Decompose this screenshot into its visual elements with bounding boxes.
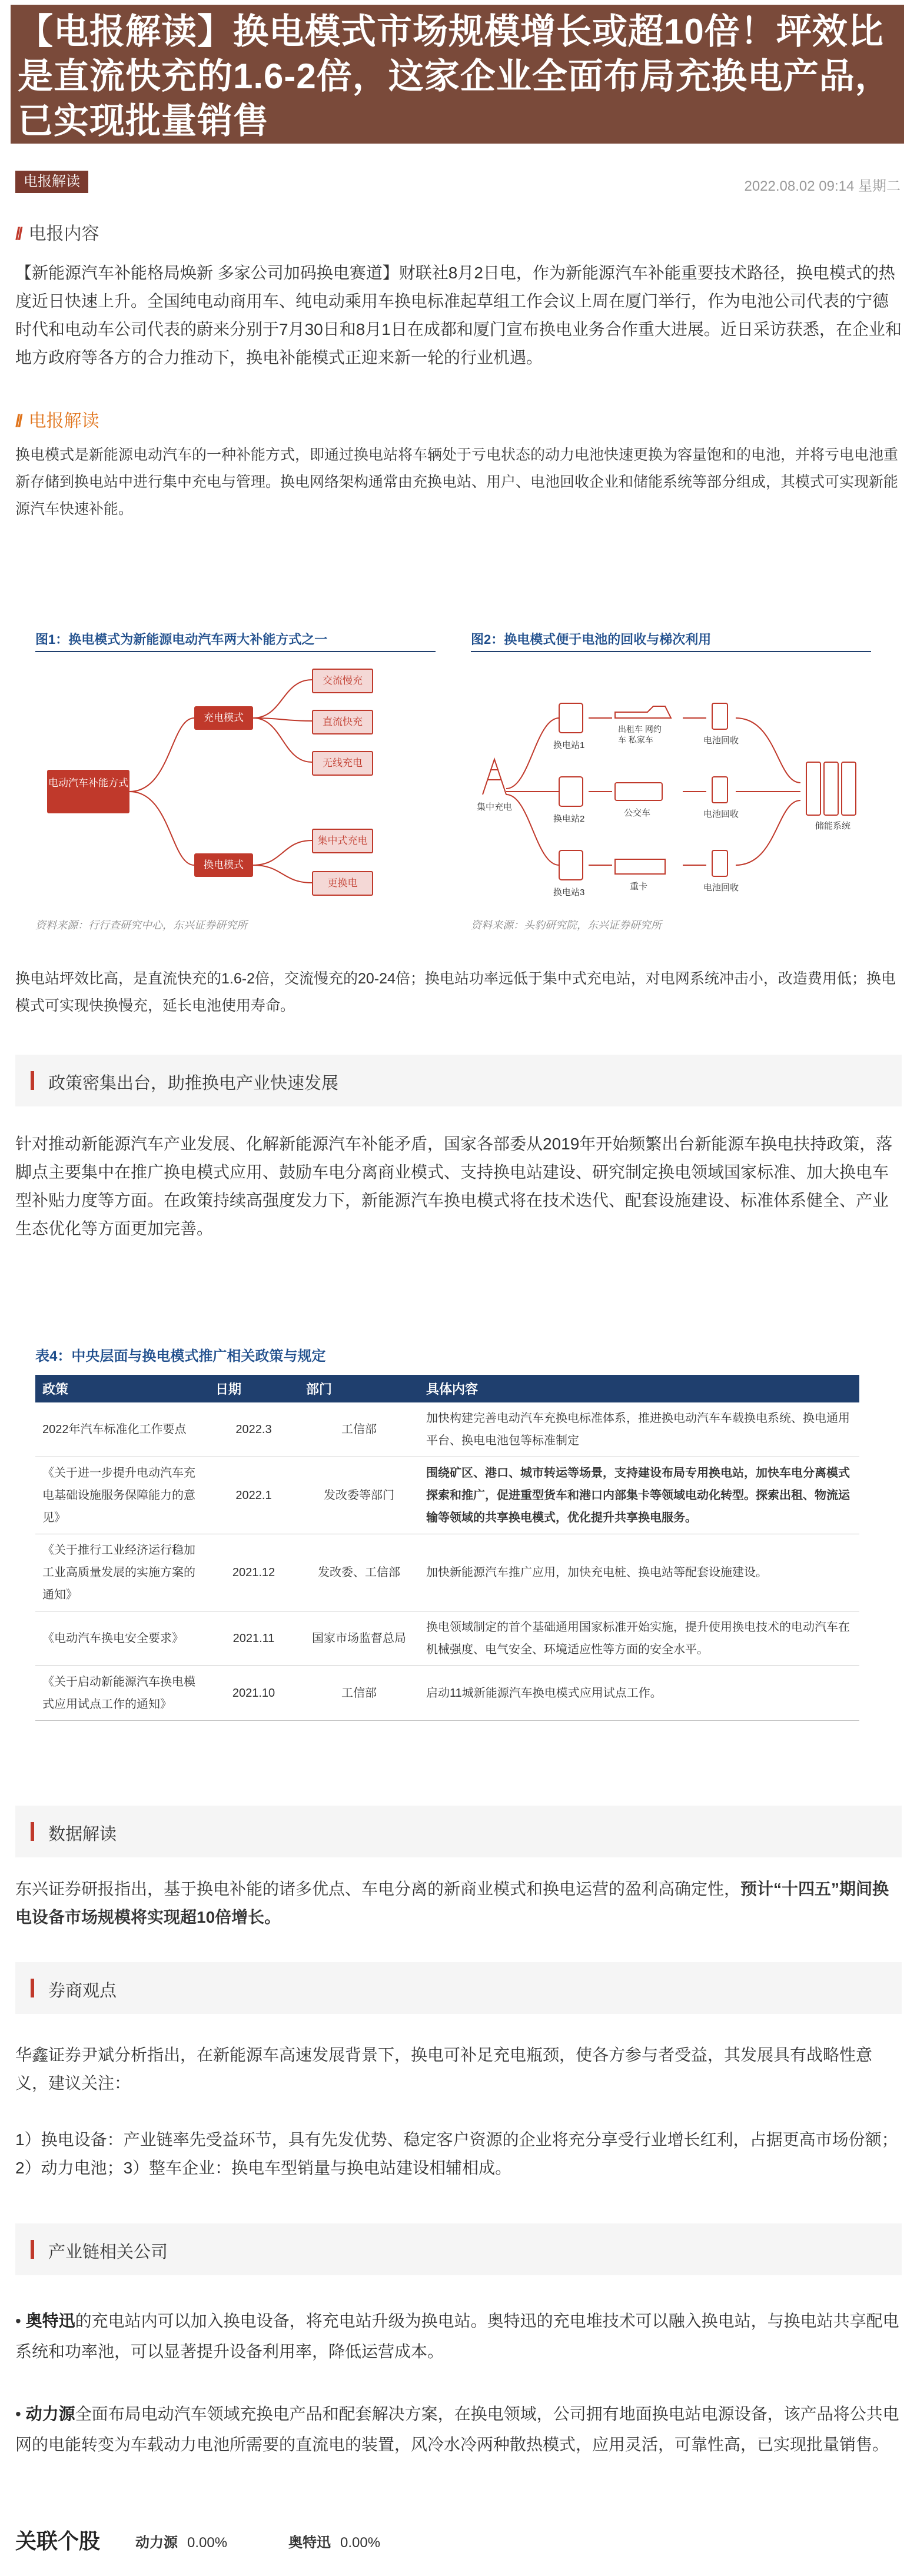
data-subheading-text: 数据解读 — [48, 1825, 117, 1844]
table-cell: 围绕矿区、港口、城市转运等场景，支持建设布局专用换电站，加快车电分离模式探索和推广，促进重型货车和港口内部集卡等领域电动化转型。探索出租、物流运输等领域的共享换电模式，优化提升共享换电服务。 — [419, 1457, 859, 1534]
bullet-dot-icon: • — [15, 2405, 26, 2423]
figure-divider — [471, 651, 871, 652]
figure-2-recycle: 电池回收 — [703, 809, 739, 819]
table-cell: 工信部 — [299, 1666, 419, 1721]
figure-2-storage: 储能系统 — [815, 821, 851, 831]
figure-2-title: 图2：换电模式便于电池的回收与梯次利用 — [471, 632, 712, 647]
data-subheading — [15, 1806, 902, 1857]
broker-paragraph-1: 华鑫证券尹斌分析指出，在新能源车高速发展背景下，换电可补足充电瓶颈，使各方参与者受益，其发展具有战略性意义，建议关注： — [15, 2046, 873, 2092]
figure-2-grid-label: 集中充电 — [477, 802, 513, 812]
bar-tick — [31, 1071, 34, 1090]
bar-tick — [31, 1979, 34, 1997]
table-cell: 《关于启动新能源汽车换电模式应用试点工作的通知》 — [35, 1666, 208, 1721]
company-name[interactable]: 奥特迅 — [25, 2312, 75, 2330]
slash-mark-icon: // — [15, 411, 21, 431]
company-item — [15, 2306, 902, 2367]
figure-1 — [35, 630, 447, 936]
section-heading-content: // 电报内容 — [15, 224, 99, 244]
table-cell: 加快构建完善电动汽车充换电标准体系，推进换电动汽车车载换电系统、换电通用平台、换电电池包等标准制定 — [419, 1402, 859, 1457]
publish-date: 2022.08.02 09:14 星期二 — [744, 178, 901, 194]
table-cell: 《关于推行工业经济运行稳加工业高质量发展的实施方案的通知》 — [35, 1534, 208, 1611]
company-subheading-text: 产业链相关公司 — [48, 2243, 168, 2262]
table-cell: 《电动汽车换电安全要求》 — [35, 1611, 208, 1666]
stock-link[interactable] — [288, 2531, 380, 2551]
advantage-paragraph: 换电站坪效比高，是直流快充的1.6-2倍，交流慢充的20-24倍；换电站功率远低于集中式充电站，对电网系统冲击小，改造费用低；换电模式可实现快换慢充，延长电池使用寿命。 — [15, 970, 896, 1014]
figure-2-station: 换电站3 — [553, 888, 585, 898]
broker-subheading — [15, 1962, 902, 2014]
table-cell: 2021.12 — [208, 1534, 299, 1611]
figure-1-swap-mode: 换电模式 — [194, 853, 253, 877]
content-paragraph: 【新能源汽车补能格局焕新 多家公司加码换电赛道】财联社8月2日电，作为新能源汽车补能重要技术路径，换电模式的热度近日快速上升。全国纯电动商用车、纯电动乘用车换电标准起草组工作会议上周在厦门举行，作为电池公司代表的宁德时代和电动车公司代表的蔚来分别于7月30日和8月1日在成都和厦门宣布换电业务合作重大进展。近日采访获悉，在企业和地方政府等各方的合力推动下，换电补能模式正迎来新一轮的行业机遇。 — [15, 264, 902, 367]
bar-tick — [31, 1822, 34, 1841]
figure-2-recycle: 电池回收 — [703, 736, 739, 746]
section-heading-analysis: // 电报解读 — [15, 411, 99, 431]
policy-paragraph: 针对推动新能源汽车产业发展、化解新能源汽车补能矛盾，国家各部委从2019年开始频繁出台新能源车换电扶持政策，落脚点主要集中在推广换电模式应用、鼓励车电分离商业模式、支持换电站建设、研究制定换电领域国家标准、加大换电车型补贴力度等方面。在政策持续高强度发力下，新能源汽车换电模式将在技术迭代、配套设施建设、标准体系健全、产业生态优化等方面更加完善。 — [15, 1135, 893, 1238]
figure-2-vehicle: 出租车 网约车 私家车 — [618, 724, 662, 744]
stock-name: 奥特迅 — [288, 2535, 331, 2551]
stock-link[interactable] — [135, 2531, 227, 2551]
table-title: 表4：中央层面与换电模式推广相关政策与规定 — [35, 1348, 326, 1364]
broker-subheading-text: 券商观点 — [48, 1982, 117, 2000]
stock-change: 0.00% — [340, 2535, 381, 2551]
company-item — [15, 2399, 902, 2460]
table-cell: 2022.1 — [208, 1457, 299, 1534]
figure-2-recycle: 电池回收 — [703, 883, 739, 893]
figure-1-charging-mode: 充电模式 — [194, 706, 253, 730]
company-text: 的充电站内可以加入换电设备，将充电站升级为换电站。奥特迅的充电堆技术可以融入换电站，与换电站共享配电系统和功率池，可以显著提升设备利用率，降低运营成本。 — [15, 2312, 899, 2361]
related-stocks-title: 关联个股 — [15, 2529, 101, 2553]
table-header: 部门 — [299, 1375, 419, 1402]
table-cell: 发改委等部门 — [299, 1457, 419, 1534]
table-cell: 国家市场监督总局 — [299, 1611, 419, 1666]
category-tag[interactable]: 电报解读 — [15, 171, 88, 193]
figure-1-leaf: 交流慢充 — [312, 669, 373, 693]
table-row — [35, 1402, 859, 1457]
slash-mark-icon: // — [15, 224, 21, 244]
table-header-row — [35, 1375, 859, 1402]
table-cell: 启动11城新能源汽车换电模式应用试点工作。 — [419, 1666, 859, 1721]
table-row — [35, 1666, 859, 1721]
figure-2-vehicle: 重卡 — [630, 882, 648, 892]
company-text: 全面布局电动汽车领域充换电产品和配套解决方案，在换电领域，公司拥有地面换电站电源设备，该产品将公共电网的电能转变为车载动力电池所需要的直流电的装置，风冷水冷两种散热模式，应用灵活，可靠性高，已实现批量销售。 — [15, 2405, 899, 2454]
table-header: 政策 — [35, 1375, 208, 1402]
policy-table — [35, 1375, 859, 1721]
article-title: 【电报解读】换电模式市场规模增长或超10倍！坪效比是直流快充的1.6-2倍，这家企业全面布局充换电产品，已实现批量销售 — [18, 12, 891, 141]
figure-1-title: 图1：换电模式为新能源电动汽车两大补能方式之一 — [35, 632, 328, 647]
table-cell: 换电领域制定的首个基础通用国家标准开始实施，提升使用换电技术的电动汽车在机械强度、电气安全、环境适应性等方面的安全水平。 — [419, 1611, 859, 1666]
figure-1-leaf: 直流快充 — [312, 710, 373, 734]
table-cell: 工信部 — [299, 1402, 419, 1457]
company-name[interactable]: 动力源 — [25, 2405, 75, 2423]
figure-1-source: 资料来源：行行查研究中心，东兴证券研究所 — [35, 919, 247, 931]
figure-1-leaf: 集中式充电 — [312, 829, 373, 853]
analysis-paragraph: 换电模式是新能源电动汽车的一种补能方式，即通过换电站将车辆处于亏电状态的动力电池快速更换为容量饱和的电池，并将亏电电池重新存储到换电站中进行集中充电与管理。换电网络架构通常由充换电站、用户、电池回收企业和储能系统等部分组成，其模式可实现新能源汽车快速补能。 — [15, 447, 899, 517]
stock-name: 动力源 — [135, 2535, 178, 2551]
figure-2-station: 换电站2 — [553, 814, 585, 824]
bar-tick — [31, 2240, 34, 2259]
table-header: 具体内容 — [419, 1375, 859, 1402]
table-row — [35, 1457, 859, 1534]
figure-2-diagram — [471, 653, 883, 900]
data-paragraph — [15, 1875, 902, 1932]
table-row — [35, 1534, 859, 1611]
data-paragraph-text: 东兴证券研报指出，基于换电补能的诸多优点、车电分离的新商业模式和换电运营的盈利高确定性， — [15, 1880, 741, 1898]
table-cell: 加快新能源汽车推广应用，加快充电桩、换电站等配套设施建设。 — [419, 1534, 859, 1611]
figure-2-station: 换电站1 — [553, 740, 585, 750]
figure-1-leaf: 无线充电 — [312, 751, 373, 776]
table-row — [35, 1611, 859, 1666]
policy-subheading — [15, 1055, 902, 1106]
figure-2-vehicle: 公交车 — [624, 808, 651, 818]
table-header: 日期 — [208, 1375, 299, 1402]
broker-paragraph-2: 1）换电设备：产业链率先受益环节，具有先发优势、稳定客户资源的企业将充分享受行业增长红利，占据更高市场份额；2）动力电池；3）整车企业：换电车型销量与换电站建设相辅相成。 — [15, 2130, 898, 2177]
policy-subheading-text: 政策密集出台，助推换电产业快速发展 — [48, 1074, 339, 1093]
figure-divider — [35, 651, 436, 652]
table-cell: 2021.11 — [208, 1611, 299, 1666]
figure-1-leaf: 更换电 — [312, 871, 373, 896]
bullet-dot-icon: • — [15, 2312, 26, 2330]
company-subheading — [15, 2223, 902, 2275]
figure-1-root: 电动汽车补能方式 — [47, 770, 129, 813]
table-cell: 2022年汽车标准化工作要点 — [35, 1402, 208, 1457]
table-cell: 2022.3 — [208, 1402, 299, 1457]
figure-2 — [471, 630, 883, 936]
stock-change: 0.00% — [187, 2535, 228, 2551]
data-paragraph-highlight: 预计“十四五”期间换电设备市场规模将实现超10倍增长。 — [15, 1880, 889, 1926]
figure-2-source: 资料来源：头豹研究院，东兴证券研究所 — [471, 919, 662, 931]
table-cell: 发改委、工信部 — [299, 1534, 419, 1611]
table-cell: 《关于进一步提升电动汽车充电基础设施服务保障能力的意见》 — [35, 1457, 208, 1534]
table-cell: 2021.10 — [208, 1666, 299, 1721]
